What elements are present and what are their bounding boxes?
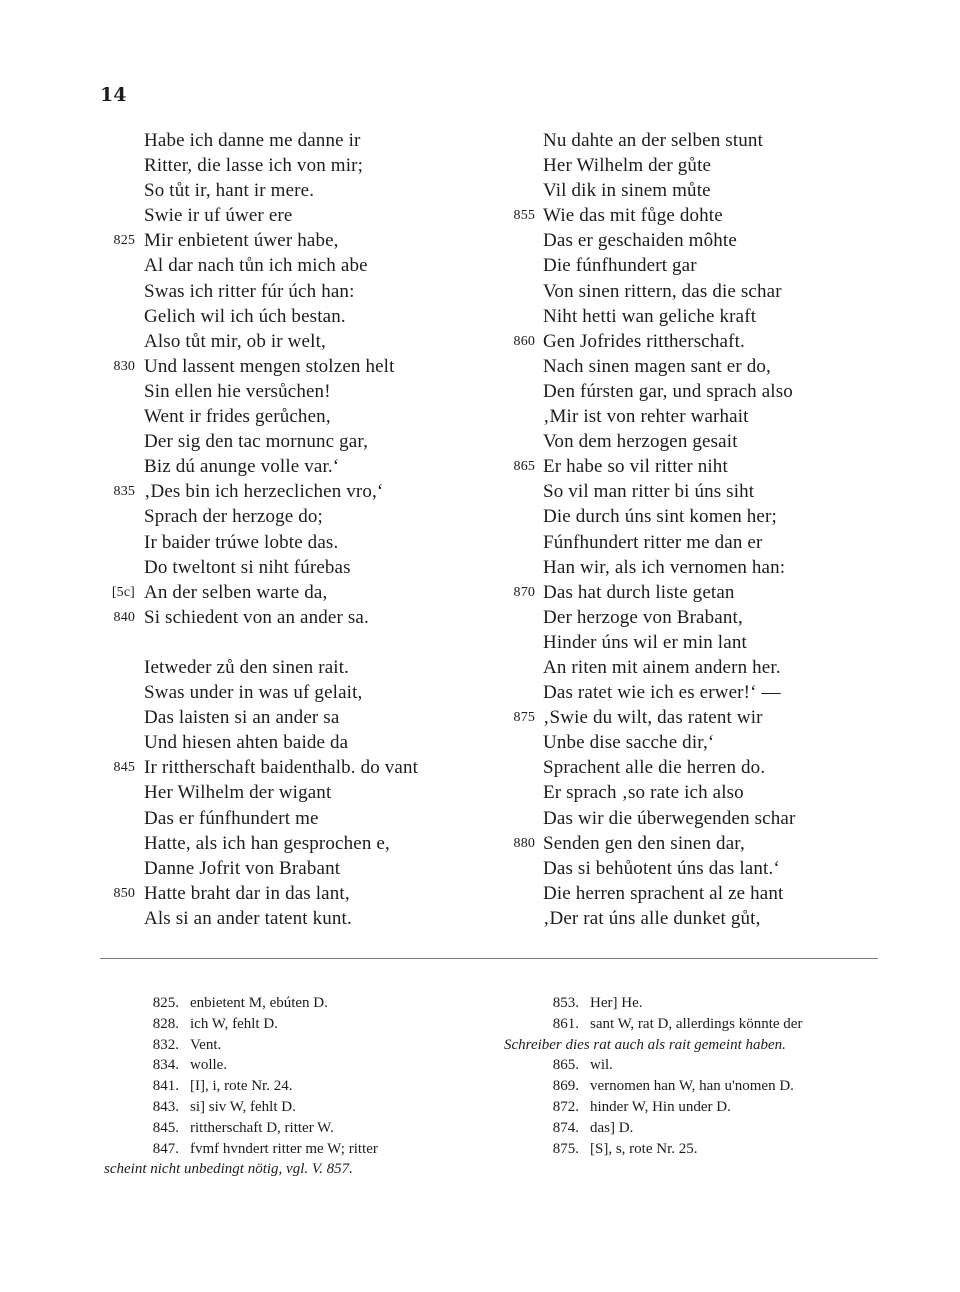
note-verse-reference: 832. bbox=[152, 1036, 179, 1053]
verse-line bbox=[100, 655, 500, 680]
verse-line bbox=[500, 831, 900, 856]
right-verse-column bbox=[500, 128, 900, 931]
note-verse-reference: 847. bbox=[152, 1140, 179, 1157]
note-text: das] D. bbox=[590, 1119, 634, 1136]
verse-line bbox=[500, 304, 900, 329]
verse-text: Fúnfhundert ritter me dan er bbox=[543, 531, 763, 553]
verse-text: Niht hetti wan geliche kraft bbox=[543, 305, 757, 327]
note-verse-reference: 874. bbox=[552, 1119, 579, 1136]
verse-line bbox=[100, 906, 500, 931]
verse-line bbox=[500, 856, 900, 881]
verse-line bbox=[500, 429, 900, 454]
verse-line bbox=[500, 404, 900, 429]
verse-line bbox=[100, 429, 500, 454]
verse-number: 870 bbox=[513, 584, 535, 600]
apparatus-note bbox=[500, 1035, 885, 1056]
note-verse-reference: 845. bbox=[152, 1119, 179, 1136]
apparatus-note bbox=[100, 1035, 485, 1056]
verse-text: Er habe so vil ritter niht bbox=[543, 456, 728, 478]
verse-text: Das laisten si an ander sa bbox=[144, 707, 340, 729]
verse-line bbox=[500, 730, 900, 755]
verse-line bbox=[100, 354, 500, 379]
verse-number: 855 bbox=[513, 208, 535, 224]
verse-text: So vil man ritter bi úns siht bbox=[543, 481, 755, 503]
note-text: [S], s, rote Nr. 25. bbox=[590, 1140, 698, 1157]
verse-text: Vil dik in sinem můte bbox=[543, 180, 711, 202]
left-apparatus-notes bbox=[100, 993, 485, 1180]
verse-number: 860 bbox=[513, 333, 535, 349]
verse-line bbox=[500, 806, 900, 831]
note-text: ich W, fehlt D. bbox=[190, 1015, 278, 1032]
verse-text: Her Wilhelm der wigant bbox=[144, 782, 332, 804]
note-verse-reference: 869. bbox=[552, 1078, 579, 1095]
verse-line bbox=[500, 780, 900, 805]
verse-line bbox=[500, 555, 900, 580]
verse-text: Swie ir uf úwer ere bbox=[144, 205, 293, 227]
verse-number: 850 bbox=[113, 885, 135, 901]
verse-line bbox=[100, 806, 500, 831]
verse-number: 875 bbox=[513, 710, 535, 726]
verse-line bbox=[100, 479, 500, 504]
verse-text: Gen Jofrides rittherschaft. bbox=[543, 330, 745, 352]
apparatus-note bbox=[100, 1097, 485, 1118]
page-number: 14 bbox=[100, 84, 127, 106]
verse-number: 825 bbox=[113, 233, 135, 249]
note-text: enbietent M, ebúten D. bbox=[190, 995, 328, 1011]
apparatus-note bbox=[100, 993, 485, 1014]
verse-line bbox=[100, 304, 500, 329]
verse-line bbox=[100, 504, 500, 529]
note-verse-reference: 828. bbox=[152, 1015, 179, 1032]
verse-text: Der sig den tac mornunc gar, bbox=[144, 431, 368, 453]
verse-line bbox=[100, 329, 500, 354]
verse-text: Er sprach ‚so rate ich also bbox=[543, 782, 744, 804]
verse-text: So tůt ir, hant ir mere. bbox=[144, 180, 315, 202]
verse-text: ‚Swie du wilt, das ratent wir bbox=[543, 707, 763, 729]
verse-text: Al dar nach tůn ich mich abe bbox=[144, 255, 368, 277]
apparatus-note bbox=[500, 993, 885, 1014]
verse-line bbox=[100, 605, 500, 630]
verse-line bbox=[100, 530, 500, 555]
verse-text: Her Wilhelm der gůte bbox=[543, 155, 712, 177]
note-text: wolle. bbox=[190, 1057, 228, 1074]
verse-text: Do tweltont si niht fúrebas bbox=[144, 556, 351, 578]
verse-text: Der herzoge von Brabant, bbox=[543, 606, 743, 628]
verse-line bbox=[500, 203, 900, 228]
verse-text: Nu dahte an der selben stunt bbox=[543, 130, 764, 151]
verse-text: Das hat durch liste getan bbox=[543, 581, 735, 603]
verse-text: Das er geschaiden môhte bbox=[543, 230, 737, 252]
note-verse-reference: 825. bbox=[152, 995, 179, 1011]
verse-line bbox=[100, 730, 500, 755]
verse-line bbox=[100, 404, 500, 429]
verse-text: Sprachent alle die herren do. bbox=[543, 757, 766, 779]
verse-line bbox=[100, 705, 500, 730]
verse-text: Von sinen rittern, das die schar bbox=[543, 280, 782, 302]
apparatus-note bbox=[500, 1118, 885, 1139]
note-verse-reference: 843. bbox=[152, 1098, 179, 1115]
note-verse-reference: 865. bbox=[552, 1057, 579, 1074]
note-text: hinder W, Hin under D. bbox=[590, 1098, 731, 1115]
note-text: Vent. bbox=[190, 1036, 222, 1053]
verse-text: Han wir, als ich vernomen han: bbox=[543, 556, 786, 578]
verse-line bbox=[100, 153, 500, 178]
verse-text: Also tůt mir, ob ir welt, bbox=[144, 330, 326, 352]
verse-line bbox=[500, 530, 900, 555]
verse-line bbox=[100, 454, 500, 479]
verse-line bbox=[500, 279, 900, 304]
verse-text: Und lassent mengen stolzen helt bbox=[144, 355, 395, 377]
verse-line bbox=[100, 203, 500, 228]
verse-number: 880 bbox=[513, 835, 535, 851]
verse-text: Hinder úns wil er min lant bbox=[543, 631, 747, 653]
apparatus-note bbox=[500, 1014, 885, 1035]
verse-text: Das ratet wie ich es erwer!‘ — bbox=[543, 682, 781, 704]
verse-line bbox=[500, 580, 900, 605]
apparatus-note bbox=[100, 1014, 485, 1035]
verse-line bbox=[100, 279, 500, 304]
note-text: vernomen han W, han u'nomen D. bbox=[590, 1078, 794, 1095]
footnote-divider bbox=[100, 958, 878, 959]
note-verse-reference: 872. bbox=[552, 1098, 579, 1115]
apparatus-note bbox=[100, 1118, 485, 1139]
apparatus-note bbox=[500, 1139, 885, 1160]
apparatus-note bbox=[100, 1159, 485, 1180]
verse-line bbox=[500, 605, 900, 630]
verse-text: Went ir frides gerůchen, bbox=[144, 406, 331, 428]
verse-text: Mir enbietent úwer habe, bbox=[144, 230, 339, 252]
verse-line bbox=[100, 881, 500, 906]
verse-text: Das wir die úberwegenden schar bbox=[543, 807, 796, 829]
note-text: [I], i, rote Nr. 24. bbox=[190, 1078, 293, 1095]
verse-line bbox=[500, 153, 900, 178]
apparatus-note bbox=[100, 1076, 485, 1097]
verse-text: Gelich wil ich úch bestan. bbox=[144, 305, 346, 327]
note-text: sant W, rat D, allerdings könnte der bbox=[590, 1015, 803, 1032]
verse-line bbox=[500, 755, 900, 780]
apparatus-note bbox=[500, 1055, 885, 1076]
note-text: wil. bbox=[590, 1057, 613, 1074]
verse-line bbox=[100, 630, 500, 655]
verse-text: Die fúnfhundert gar bbox=[543, 255, 697, 277]
verse-text: Wie das mit fůge dohte bbox=[543, 205, 723, 227]
verse-text: Den fúrsten gar, und sprach also bbox=[543, 380, 793, 402]
apparatus-note bbox=[500, 1097, 885, 1118]
verse-text: Si schiedent von an ander sa. bbox=[144, 606, 369, 628]
verse-text: Habe ich danne me danne ir bbox=[144, 130, 361, 151]
verse-text: An der selben warte da, bbox=[144, 581, 328, 603]
verse-text: Sprach der herzoge do; bbox=[144, 506, 323, 528]
left-verse-column bbox=[100, 128, 500, 931]
verse-line bbox=[500, 178, 900, 203]
verse-text: Nach sinen magen sant er do, bbox=[543, 355, 771, 377]
verse-line bbox=[500, 705, 900, 730]
verse-line bbox=[100, 178, 500, 203]
note-verse-reference: 875. bbox=[552, 1140, 579, 1157]
verse-text: Das er fúnfhundert me bbox=[144, 807, 319, 829]
verse-text: Swas under in was uf gelait, bbox=[144, 682, 363, 704]
verse-line bbox=[100, 580, 500, 605]
verse-text: Danne Jofrit von Brabant bbox=[144, 857, 341, 879]
verse-line bbox=[100, 680, 500, 705]
verse-text: Ritter, die lasse ich von mir; bbox=[144, 155, 364, 177]
verse-line bbox=[100, 856, 500, 881]
note-text: rittherschaft D, ritter W. bbox=[190, 1119, 334, 1136]
verse-text: ‚Des bin ich herzeclichen vro,‘ bbox=[144, 481, 384, 503]
verse-text: Ietweder zů den sinen rait. bbox=[144, 656, 350, 678]
verse-line bbox=[500, 454, 900, 479]
verse-line bbox=[500, 354, 900, 379]
note-verse-reference: 841. bbox=[152, 1078, 179, 1095]
verse-line bbox=[500, 881, 900, 906]
verse-line bbox=[500, 504, 900, 529]
verse-line bbox=[100, 228, 500, 253]
verse-text: Das si behůotent úns das lant.‘ bbox=[543, 857, 780, 879]
verse-text: An riten mit ainem andern her. bbox=[543, 656, 781, 678]
verse-line bbox=[500, 680, 900, 705]
verse-text: Als si an ander tatent kunt. bbox=[144, 907, 352, 929]
verse-text: Die herren sprachent al ze hant bbox=[543, 882, 784, 904]
verse-text: ‚Der rat úns alle dunket gůt, bbox=[543, 907, 761, 929]
verse-text: Die durch úns sint komen her; bbox=[543, 506, 777, 528]
verse-number: 865 bbox=[513, 459, 535, 475]
apparatus-note bbox=[100, 1055, 485, 1076]
verse-text: Von dem herzogen gesait bbox=[543, 431, 738, 453]
verse-text: Senden gen den sinen dar, bbox=[543, 832, 745, 854]
verse-number: 835 bbox=[113, 484, 135, 500]
verse-line bbox=[500, 228, 900, 253]
verse-line bbox=[500, 253, 900, 278]
verse-text: Unbe dise sacche dir,‘ bbox=[543, 732, 715, 754]
note-text: fvmf hvndert ritter me W; ritter bbox=[190, 1140, 378, 1157]
verse-number: 830 bbox=[113, 358, 135, 374]
verse-line bbox=[500, 906, 900, 931]
verse-text: Hatte braht dar in das lant, bbox=[144, 882, 350, 904]
verse-text: Swas ich ritter fúr úch han: bbox=[144, 280, 355, 302]
note-text: si] siv W, fehlt D. bbox=[190, 1098, 296, 1115]
verse-line bbox=[500, 479, 900, 504]
verse-line bbox=[500, 379, 900, 404]
verse-line bbox=[100, 128, 500, 153]
apparatus-note bbox=[500, 1076, 885, 1097]
verse-number: 840 bbox=[113, 609, 135, 625]
right-apparatus-notes bbox=[500, 993, 885, 1159]
verse-text: Und hiesen ahten baide da bbox=[144, 732, 349, 754]
verse-text: Sin ellen hie versůchen! bbox=[144, 380, 331, 402]
verse-text: Ir baider trúwe lobte das. bbox=[144, 531, 339, 553]
note-verse-reference: 861. bbox=[552, 1015, 579, 1032]
note-continuation: scheint nicht unbedingt nötig, vgl. V. 857. bbox=[104, 1161, 353, 1178]
verse-text: Biz dú anunge volle var.‘ bbox=[144, 456, 340, 478]
note-text: Her] He. bbox=[590, 995, 643, 1011]
apparatus-note bbox=[100, 1139, 485, 1160]
verse-line bbox=[500, 630, 900, 655]
verse-number: 845 bbox=[113, 760, 135, 776]
note-continuation: Schreiber dies rat auch als rait gemeint haben. bbox=[504, 1036, 786, 1053]
verse-line bbox=[100, 831, 500, 856]
verse-text: Hatte, als ich han gesprochen e, bbox=[144, 832, 390, 854]
note-verse-reference: 853. bbox=[552, 995, 579, 1011]
verse-text: Ir rittherschaft baidenthalb. do vant bbox=[144, 757, 419, 779]
verse-line bbox=[500, 128, 900, 153]
verse-line bbox=[100, 755, 500, 780]
verse-line bbox=[500, 655, 900, 680]
verse-line bbox=[100, 379, 500, 404]
verse-text: ‚Mir ist von rehter warhait bbox=[543, 406, 749, 428]
note-verse-reference: 834. bbox=[152, 1057, 179, 1074]
verse-line bbox=[100, 555, 500, 580]
verse-line bbox=[500, 329, 900, 354]
verse-line bbox=[100, 253, 500, 278]
verse-number: [5c] bbox=[111, 584, 135, 600]
verse-line bbox=[100, 780, 500, 805]
